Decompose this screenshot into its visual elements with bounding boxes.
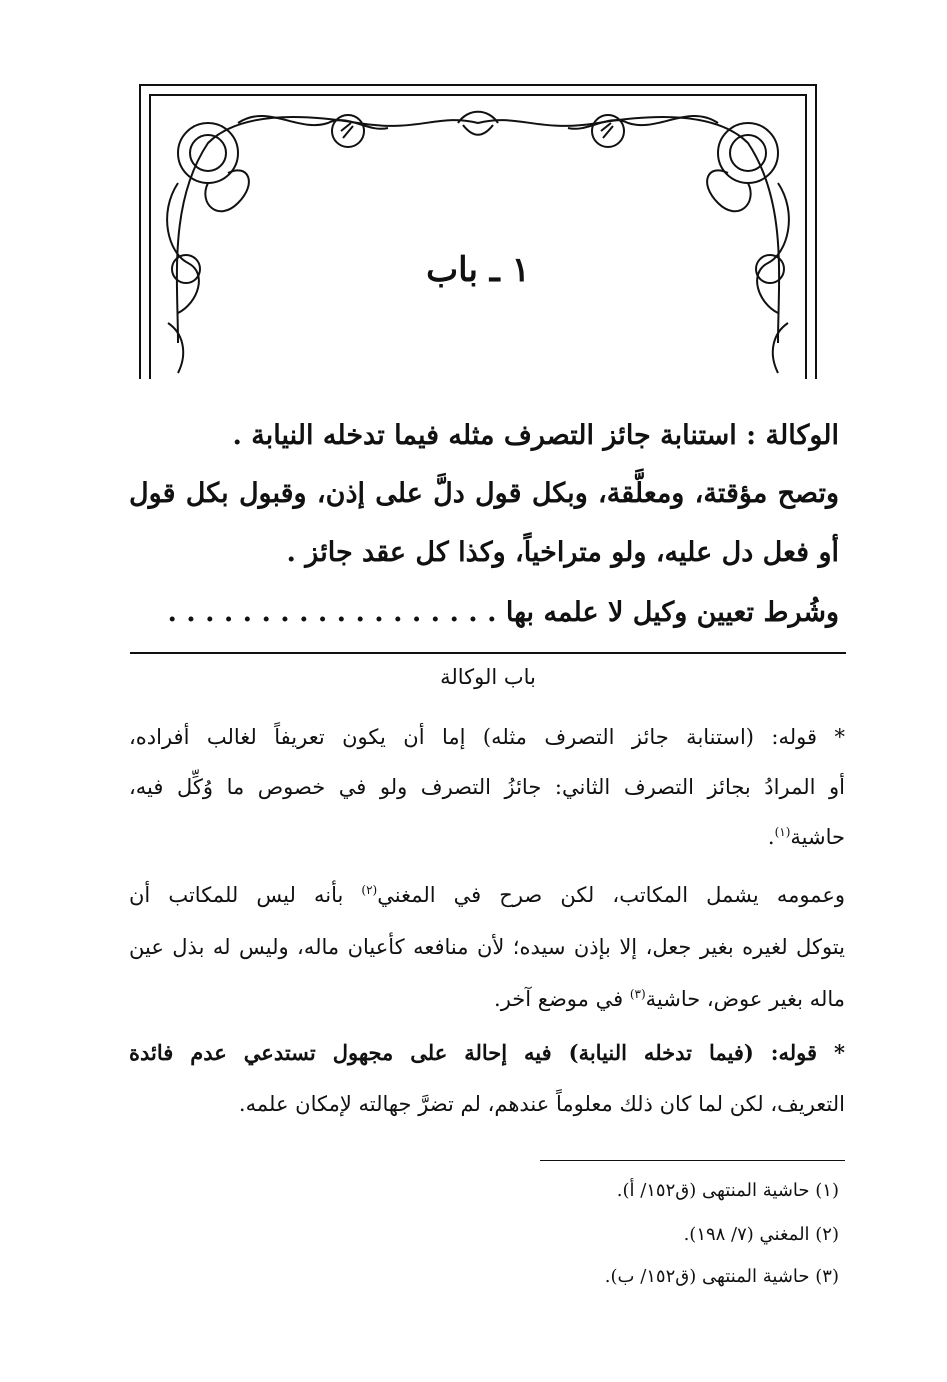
commentary-p3-line-1-text: * قوله: (فيما تدخله النيابة) فيه إحالة على مجهول تستدعي عدم فائدة	[129, 1040, 845, 1065]
footnote-ref-1[interactable]: (١)	[774, 825, 791, 839]
commentary-p3-line-2: التعريف، لكن لما كان ذلك معلوماً عندهم، لم تضرَّ جهالته لإمكان علمه.	[238, 1092, 845, 1116]
commentary-p1-line-3-text: حاشية	[790, 825, 845, 849]
commentary-p2-line-1-b: بأنه ليس للمكاتب أن	[129, 883, 362, 907]
footnote-3: (٣) حاشية المنتهى (ق١٥٢/ ب).	[604, 1266, 839, 1287]
matn-line-4	[129, 597, 839, 629]
ornamental-header-frame	[138, 83, 818, 381]
commentary-p2-line-1-a: وعمومه يشمل المكاتب، لكن صرح في المغني	[377, 883, 845, 907]
matn-line-2: وتصح مؤقتة، ومعلَّقة، وبكل قول دلَّ على إذن، وقبول بكل قول	[129, 478, 839, 509]
chapter-title: ١ ـ باب	[426, 250, 530, 290]
matn-line-3: أو فعل دل عليه، ولو متراخياً، وكذا كل عقد جائز .	[286, 537, 839, 568]
footnote-2: (٢) المغني (٧/ ١٩٨).	[683, 1224, 839, 1245]
commentary-p2-line-1	[129, 883, 845, 908]
commentary-p2-line-2: يتوكل لغيره بغير جعل، إلا بإذن سيده؛ لأن منافعه كأعيان ماله، وليس له بذل عين	[129, 935, 845, 959]
commentary-p1-line-2: أو المرادُ بجائز التصرف الثاني: جائزُ التصرف ولو في خصوص ما وُكِّل فيه،	[129, 775, 845, 799]
footnote-divider	[540, 1160, 845, 1161]
commentary-p2-line-3	[129, 987, 845, 1012]
commentary-p2-line-3-a: ماله بغير عوض، حاشية	[645, 987, 845, 1011]
matn-line-4-text: وشُرط تعيين وكيل لا علمه بها	[505, 597, 839, 628]
footnote-1: (١) حاشية المنتهى (ق١٥٢/ أ).	[616, 1180, 839, 1201]
matn-line-4-dots: . . . . . . . . . . . . . . . . . .	[167, 597, 497, 628]
commentary-p1-line-1: * قوله: (استنابة جائز التصرف مثله) إما أن يكون تعريفاً لغالب أفراده،	[129, 725, 845, 749]
section-divider	[130, 652, 846, 654]
footnote-ref-3[interactable]: (٣)	[629, 987, 646, 1001]
commentary-p1-line-3	[129, 825, 845, 850]
floral-ornament-icon	[138, 83, 818, 381]
commentary-p3-line-1	[129, 1040, 845, 1066]
commentary-p2-line-3-b: في موضع آخر.	[494, 987, 630, 1011]
footnote-ref-2[interactable]: (٢)	[361, 883, 378, 897]
commentary-heading: باب الوكالة	[440, 665, 536, 689]
commentary-p1-line-3-end: .	[767, 825, 775, 849]
matn-line-1: الوكالة : استنابة جائز التصرف مثله فيما تدخله النيابة .	[232, 420, 839, 451]
